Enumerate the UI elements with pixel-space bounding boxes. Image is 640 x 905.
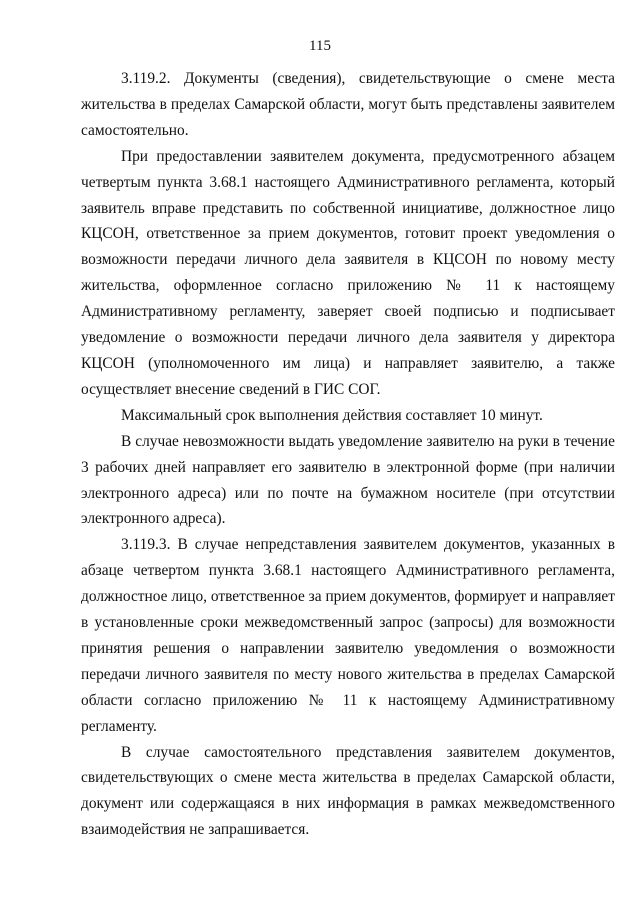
paragraph-3-119-2: 3.119.2. Документы (сведения), свидетельствующие о смене места жительства в пределах Самарской области, могут быть представлены заявителем самостоятельно. — [81, 70, 615, 139]
page-number: 115 — [309, 38, 331, 54]
paragraph-notification-delivery: В случае невозможности выдать уведомление заявителю на руки в течение 3 рабочих дней направляет его заявителю в электронной форме (при наличии электронного адреса) или по почте на бумажном носителе (при отсутствии электронного адреса). — [81, 432, 615, 528]
paragraph-self-submission: В случае самостоятельного представления заявителем документов, свидетельствующих о смене места жительства в пределах Самарской области, документ или содержащаяся в них информация в рамках межведомственного взаимодействия не запрашивается. — [81, 743, 615, 839]
document-body — [81, 66, 615, 843]
paragraph-3-119-3: 3.119.3. В случае непредставления заявителем документов, указанных в абзаце четвертом пункта 3.68.1 настоящего Административного регламента, должностное лицо, ответственное за прием документов, формирует и направляет в установленные сроки межведомственный запрос (запросы) для возможности принятия решения о направлении заявителю уведомления о возможности передачи личного заявителя по месту нового жительства в пределах Самарской области согласно приложению № 11 к настоящему Административному регламенту. — [81, 536, 615, 735]
paragraph-max-duration: Максимальный срок выполнения действия составляет 10 минут. — [121, 406, 543, 424]
paragraph-document-submission: При предоставлении заявителем документа, предусмотренного абзацем четвертым пункта 3.68.1 настоящего Административного регламента, который заявитель вправе представить по собственной инициативе, должностное лицо КЦСОН, ответственное за прием документов, готовит проект уведомления о возможности передачи личного дела заявителя в КЦСОН по новому месту жительства, оформленное согласно приложению № 11 к настоящему Административному регламенту, заверяет своей подписью и подписывает уведомление о возможности передачи личного дела заявителя у директора КЦСОН (уполномоченного им лица) и направляет заявителю, а также осуществляет внесение сведений в ГИС СОГ. — [81, 147, 615, 398]
